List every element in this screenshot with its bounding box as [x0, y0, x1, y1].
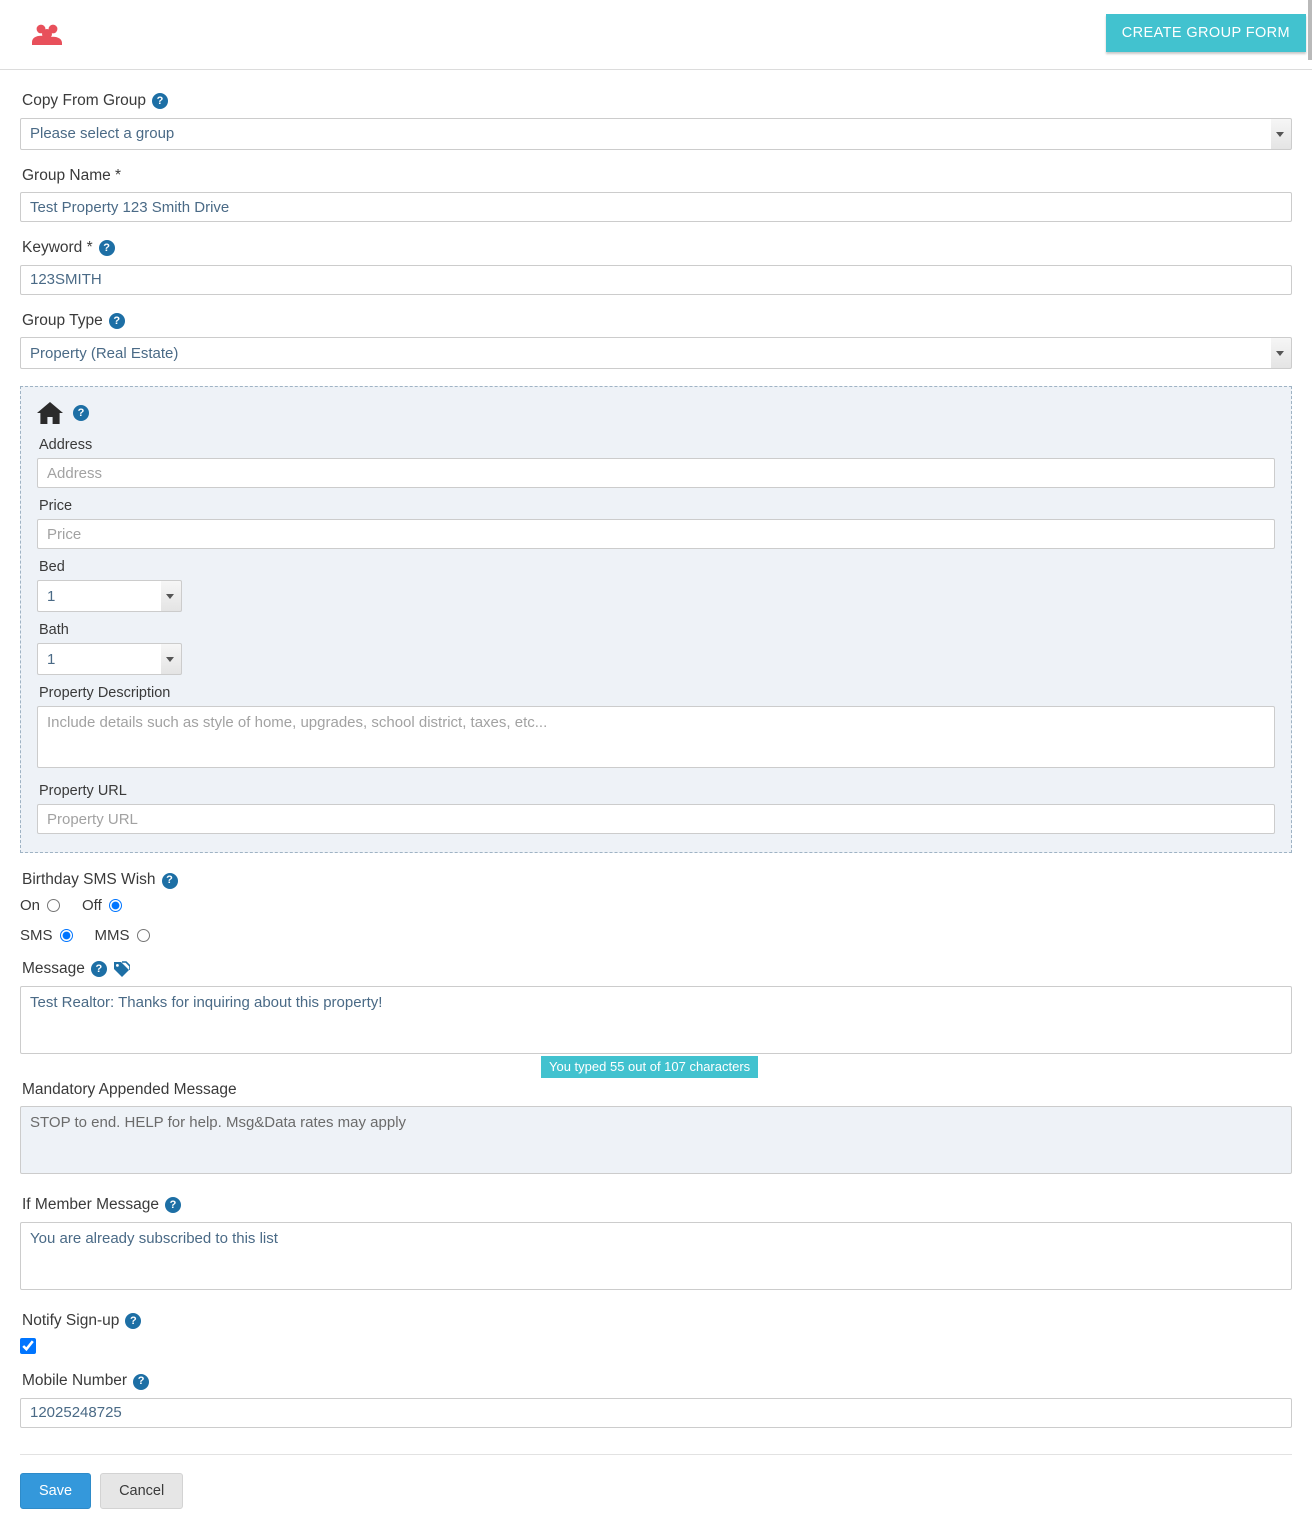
- field-message: [20, 960, 1292, 1059]
- birthday-on-radio[interactable]: [47, 899, 60, 912]
- mobile-number-label: Mobile Number ?: [22, 1372, 1292, 1391]
- field-group-name: [20, 167, 1292, 223]
- copy-from-group-select[interactable]: [20, 118, 1292, 150]
- notify-signup-checkbox[interactable]: [20, 1338, 36, 1354]
- property-details-panel: [20, 386, 1292, 853]
- property-panel-header: [37, 401, 1275, 425]
- birthday-sms-radios: [20, 897, 1292, 914]
- mandatory-appended-textarea: [20, 1106, 1292, 1174]
- help-icon[interactable]: ?: [109, 313, 125, 329]
- form-actions: [20, 1473, 1292, 1537]
- group-type-select[interactable]: [20, 337, 1292, 369]
- property-description-label: Property Description: [39, 685, 171, 702]
- bed-label: Bed: [39, 559, 65, 576]
- birthday-off-radio[interactable]: [109, 899, 122, 912]
- help-icon[interactable]: ?: [91, 961, 107, 977]
- mobile-number-input[interactable]: [20, 1398, 1292, 1428]
- message-type-radios: [20, 927, 1292, 944]
- birthday-off-label: Off: [82, 896, 102, 914]
- sms-label: SMS: [20, 926, 53, 944]
- scrollbar-thumb[interactable]: [1308, 0, 1312, 60]
- address-input[interactable]: [37, 458, 1275, 488]
- help-icon[interactable]: ?: [73, 405, 89, 421]
- field-bed: [37, 559, 1275, 612]
- field-keyword: [20, 239, 1292, 295]
- footer-divider: [20, 1454, 1292, 1455]
- house-icon: [37, 401, 63, 425]
- bed-select[interactable]: [37, 580, 182, 612]
- bath-select[interactable]: [37, 643, 182, 675]
- field-if-member-message: [20, 1196, 1292, 1295]
- page-header: [0, 0, 1312, 70]
- field-birthday-sms: [20, 871, 1292, 914]
- group-name-label: Group Name *: [22, 166, 122, 184]
- price-label: Price: [39, 498, 73, 515]
- if-member-message-textarea[interactable]: [20, 1222, 1292, 1290]
- create-group-form-button[interactable]: CREATE GROUP FORM: [1106, 14, 1306, 52]
- cancel-button[interactable]: Cancel: [100, 1473, 183, 1509]
- if-member-message-label: If Member Message ?: [22, 1196, 1292, 1215]
- field-bath: [37, 622, 1275, 675]
- field-property-url: [37, 783, 1275, 834]
- sms-radio[interactable]: [60, 929, 73, 942]
- help-icon[interactable]: ?: [165, 1197, 181, 1213]
- mms-label: MMS: [94, 926, 130, 944]
- field-notify-signup: [20, 1312, 1292, 1356]
- character-counter: You typed 55 out of 107 characters: [541, 1056, 758, 1078]
- message-label: Message ?: [22, 960, 1292, 979]
- property-description-textarea[interactable]: [37, 706, 1275, 768]
- help-icon[interactable]: ?: [99, 240, 115, 256]
- group-name-input[interactable]: [20, 192, 1292, 222]
- notify-signup-label: Notify Sign-up ?: [22, 1312, 1292, 1331]
- price-input[interactable]: [37, 519, 1275, 549]
- field-price: [37, 498, 1275, 549]
- field-copy-from-group: [20, 92, 1292, 150]
- group-type-label: Group Type ?: [22, 312, 1292, 331]
- keyword-label: Keyword * ?: [22, 239, 1292, 258]
- mms-radio[interactable]: [137, 929, 150, 942]
- field-mandatory-appended: [20, 1081, 1292, 1180]
- address-label: Address: [39, 437, 93, 454]
- users-group-icon: [30, 20, 64, 50]
- keyword-input[interactable]: [20, 265, 1292, 295]
- group-form: [0, 70, 1312, 1537]
- mandatory-appended-label: Mandatory Appended Message: [22, 1080, 237, 1098]
- birthday-sms-label: Birthday SMS Wish ?: [22, 871, 1292, 890]
- save-button[interactable]: Save: [20, 1473, 91, 1509]
- help-icon[interactable]: ?: [133, 1374, 149, 1390]
- help-icon[interactable]: ?: [125, 1313, 141, 1329]
- tag-icon[interactable]: [113, 961, 130, 977]
- help-icon[interactable]: ?: [162, 873, 178, 889]
- field-address: [37, 437, 1275, 488]
- message-textarea[interactable]: [20, 986, 1292, 1054]
- field-property-description: [37, 685, 1275, 773]
- help-icon[interactable]: ?: [152, 93, 168, 109]
- bath-label: Bath: [39, 622, 69, 639]
- birthday-on-label: On: [20, 896, 41, 914]
- field-group-type: [20, 312, 1292, 370]
- copy-from-group-label: Copy From Group ?: [22, 92, 1292, 111]
- property-url-label: Property URL: [39, 783, 127, 800]
- property-url-input[interactable]: [37, 804, 1275, 834]
- field-mobile-number: [20, 1372, 1292, 1428]
